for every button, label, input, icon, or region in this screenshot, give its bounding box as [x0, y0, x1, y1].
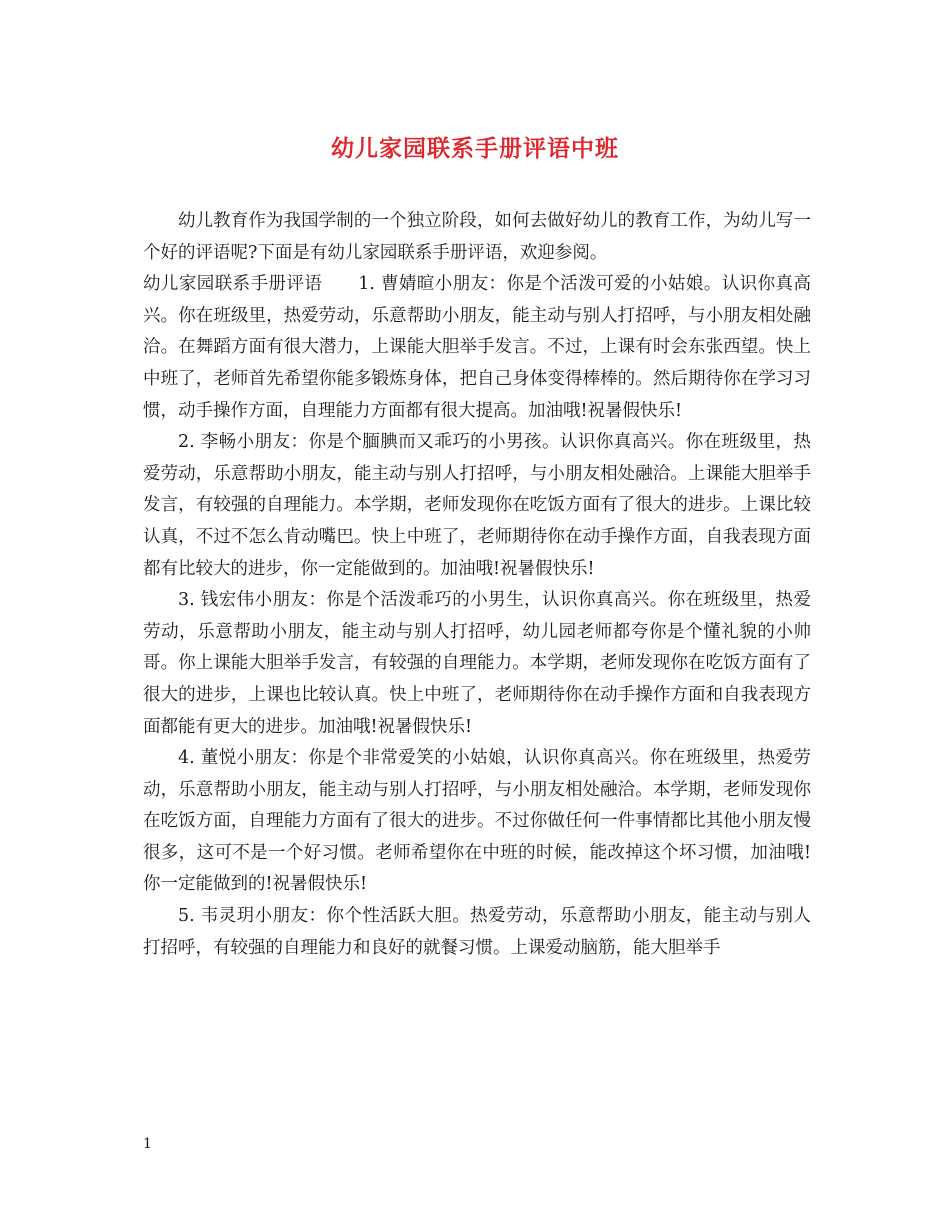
- comment-paragraph-3: 3. 钱宏伟小朋友：你是个活泼乖巧的小男生，认识你真高兴。你在班级里，热爱劳动，乐意帮助小朋友，能主动与别人打招呼，幼儿园老师都夸你是个懂礼貌的小帅哥。你上课能大胆举手发言，有较强的自理能力。本学期，老师发现你在吃饭方面有了很大的进步，上课也比较认真。快上中班了，老师期待你在动手操作方面和自我表现方面都能有更大的进步。加油哦!祝暑假快乐!: [143, 590, 811, 737]
- comment-paragraph-4: 4. 董悦小朋友：你是个非常爱笑的小姑娘，认识你真高兴。你在班级里，热爱劳动，乐意帮助小朋友，能主动与别人打招呼，与小朋友相处融洽。本学期，老师发现你在吃饭方面，自理能力方面有了很大的进步。不过你做任何一件事情都比其他小朋友慢很多，这可不是一个好习惯。老师希望你在中班的时候，能改掉这个坏习惯，加油哦!你一定能做到的!祝暑假快乐!: [143, 748, 811, 895]
- page-number: 1: [143, 1136, 152, 1152]
- document-title: 幼儿家园联系手册评语中班: [331, 135, 619, 162]
- intro-paragraph: 幼儿教育作为我国学制的一个独立阶段，如何去做好幼儿的教育工作，为幼儿写一个好的评语呢?下面是有幼儿家园联系手册评语，欢迎参阅。: [143, 211, 811, 263]
- comment-paragraph-2: 2. 李畅小朋友：你是个腼腆而又乖巧的小男孩。认识你真高兴。你在班级里，热爱劳动，乐意帮助小朋友，能主动与别人打招呼，与小朋友相处融洽。上课能大胆举手发言，有较强的自理能力。本学期，老师发现你在吃饭方面有了很大的进步。上课比较认真，不过不怎么肯动嘴巴。快上中班了，老师期待你在动手操作方面，自我表现方面都有比较大的进步，你一定能做到的。加油哦!祝暑假快乐!: [143, 432, 811, 579]
- comment-paragraph-5: 5. 韦灵玥小朋友：你个性活跃大胆。热爱劳动，乐意帮助小朋友，能主动与别人打招呼，有较强的自理能力和良好的就餐习惯。上课爱动脑筋，能大胆举手: [143, 906, 811, 958]
- document-body: [143, 206, 811, 964]
- comment-paragraph-1: 幼儿家园联系手册评语 1. 曹婧暄小朋友：你是个活泼可爱的小姑娘。认识你真高兴。你在班级里，热爱劳动，乐意帮助小朋友，能主动与别人打招呼，与小朋友相处融洽。在舞蹈方面有很大潜力，上课能大胆举手发言。不过，上课有时会东张西望。快上中班了，老师首先希望你能多锻炼身体，把自己身体变得棒棒的。然后期待你在学习习惯，动手操作方面，自理能力方面都有很大提高。加油哦!祝暑假快乐!: [143, 274, 811, 421]
